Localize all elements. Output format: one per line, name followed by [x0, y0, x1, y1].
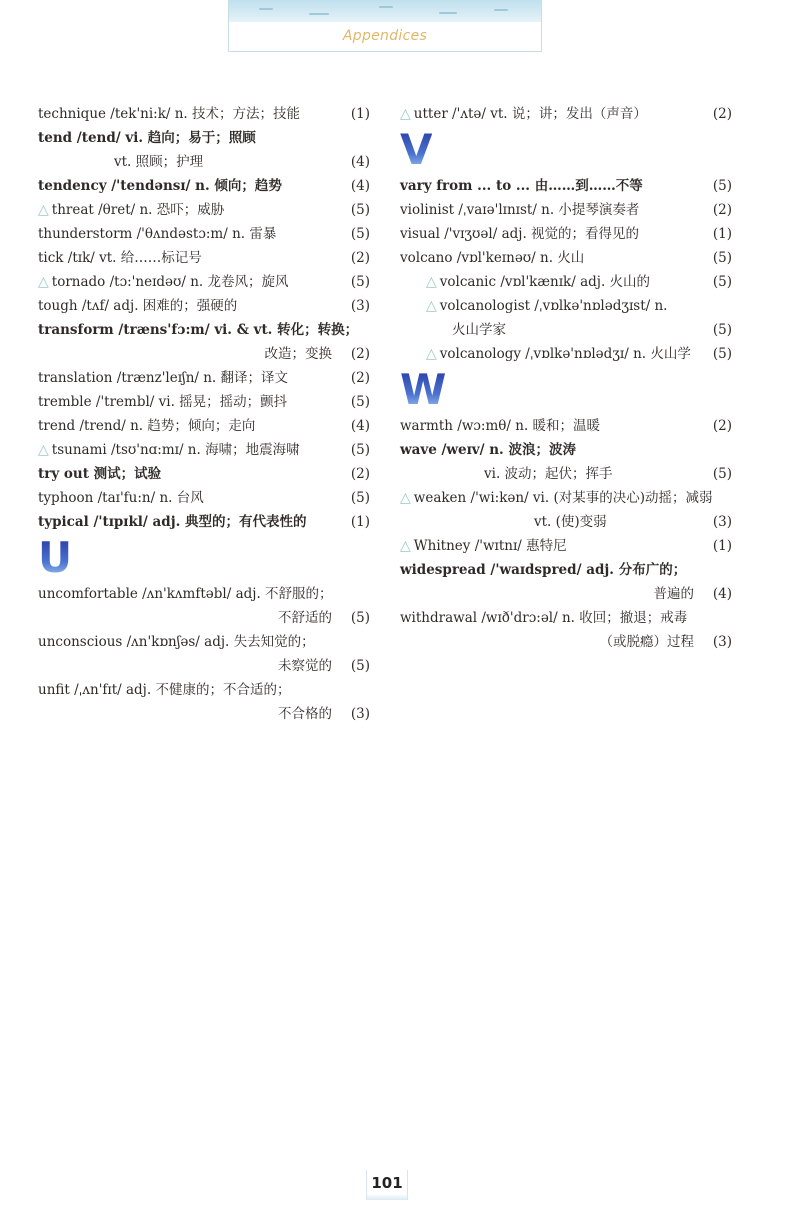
entry-thunderstorm: thunderstorm /'θʌndəstɔ:m/ n. 雷暴 (5): [38, 226, 370, 242]
entry-warmth: warmth /wɔ:mθ/ n. 暖和；温暖 (2): [400, 418, 732, 434]
triangle-icon: △: [426, 274, 437, 290]
entry-uncomfortable: uncomfortable /ʌn'kʌmftəbl/ adj. 不舒服的；: [38, 586, 333, 602]
triangle-icon: △: [400, 538, 411, 554]
triangle-icon: △: [38, 202, 49, 218]
section-label: Appendices: [342, 28, 428, 44]
entry-tornado: △ tornado /tɔ:'neɪdəʊ/ n. 龙卷风；旋风 (5): [38, 274, 370, 290]
entry-withdrawal-cont: （或脱瘾）过程 (3): [599, 634, 732, 650]
right-column: [400, 102, 732, 654]
entry-widespread: widespread /'waɪdspred/ adj. 分布广的；: [400, 562, 687, 578]
entry-weaken-vt: vt. (使)变弱 (3): [534, 514, 732, 530]
entry-unfit-cont: 不合格的 (3): [278, 706, 370, 722]
entry-transform: transform /træns'fɔ:m/ vi. & vt. 转化；转换；: [38, 322, 359, 338]
letter-heading-v: V: [400, 125, 432, 174]
entry-widespread-cont: 普遍的 (4): [653, 586, 732, 602]
entry-withdrawal: withdrawal /wɪð'drɔ:əl/ n. 收回；撤退；戒毒: [400, 610, 688, 626]
entry-tendency: tendency /'tendənsɪ/ n. 倾向；趋势 (4): [38, 178, 370, 194]
entry-unconscious-cont: 未察觉的 (5): [278, 658, 370, 674]
entry-tremble: tremble /'trembl/ vi. 摇晃；摇动；颤抖 (5): [38, 394, 370, 410]
entry-unfit: unfit /ˌʌn'fɪt/ adj. 不健康的；不合适的；: [38, 682, 291, 698]
entry-violinist: violinist /ˌvaɪə'lɪnɪst/ n. 小提琴演奏者 (2): [400, 202, 732, 218]
entry-transform-cont: 改造；变换 (2): [264, 346, 370, 362]
triangle-icon: △: [400, 490, 411, 506]
entry-technique: technique /tek'ni:k/ n. 技术；方法；技能 (1): [38, 106, 370, 122]
entry-volcanology: △ volcanology /ˌvɒlkə'nɒlədʒɪ/ n. 火山学 (5): [426, 346, 732, 362]
entry-whitney: △ Whitney /'wɪtnɪ/ 惠特尼 (1): [400, 538, 732, 554]
entry-trend: trend /trend/ n. 趋势；倾向；走向 (4): [38, 418, 370, 434]
entry-utter: △ utter /'ʌtə/ vt. 说；讲；发出（声音） (2): [400, 106, 732, 122]
letter-heading-u: U: [38, 533, 72, 582]
entry-tsunami: △ tsunami /tsʊ'nɑ:mɪ/ n. 海啸；地震海啸 (5): [38, 442, 370, 458]
entry-translation: translation /trænz'leɪʃn/ n. 翻译；译文 (2): [38, 370, 370, 386]
entry-tend-vt: vt. 照顾；护理 (4): [114, 154, 370, 170]
entry-try-out: try out 测试；试验 (2): [38, 466, 370, 482]
entry-visual: visual /'vɪʒʊəl/ adj. 视觉的；看得见的 (1): [400, 226, 732, 242]
header-band: [228, 0, 542, 52]
entry-typhoon: typhoon /taɪ'fu:n/ n. 台风 (5): [38, 490, 370, 506]
header-decoration: [229, 0, 541, 22]
entry-tough: tough /tʌf/ adj. 困难的；强硬的 (3): [38, 298, 370, 314]
entry-wave: wave /weɪv/ n. 波浪；波涛: [400, 442, 576, 458]
entry-tick: tick /tɪk/ vt. 给……标记号 (2): [38, 250, 370, 266]
entry-weaken: △ weaken /'wi:kən/ vi. (对某事的决心)动摇；减弱: [400, 490, 713, 506]
entry-tend: tend /tend/ vi. 趋向；易于；照顾: [38, 130, 256, 146]
page-number: 101: [366, 1170, 408, 1200]
entry-unconscious: unconscious /ʌn'kɒnʃəs/ adj. 失去知觉的；: [38, 634, 315, 650]
entry-uncomfortable-cont: 不舒适的 (5): [278, 610, 370, 626]
entry-volcano: volcano /vɒl'keɪnəʊ/ n. 火山 (5): [400, 250, 732, 266]
triangle-icon: △: [38, 274, 49, 290]
left-column: [38, 102, 370, 726]
triangle-icon: △: [426, 346, 437, 362]
entry-vary-from: vary from ... to ... 由……到……不等 (5): [400, 178, 732, 194]
entry-volcanologist-cont: 火山学家 (5): [452, 322, 732, 338]
triangle-icon: △: [38, 442, 49, 458]
entry-volcanic: △ volcanic /vɒl'kænɪk/ adj. 火山的 (5): [426, 274, 732, 290]
entry-wave-vi: vi. 波动；起伏；挥手 (5): [484, 466, 732, 482]
triangle-icon: △: [426, 298, 437, 314]
triangle-icon: △: [400, 106, 411, 122]
letter-heading-w: W: [400, 365, 446, 414]
entry-threat: △ threat /θret/ n. 恐吓；威胁 (5): [38, 202, 370, 218]
entry-volcanologist: △ volcanologist /ˌvɒlkə'nɒlədʒɪst/ n.: [426, 298, 668, 314]
entry-typical: typical /'tɪpɪkl/ adj. 典型的；有代表性的 (1): [38, 514, 370, 530]
